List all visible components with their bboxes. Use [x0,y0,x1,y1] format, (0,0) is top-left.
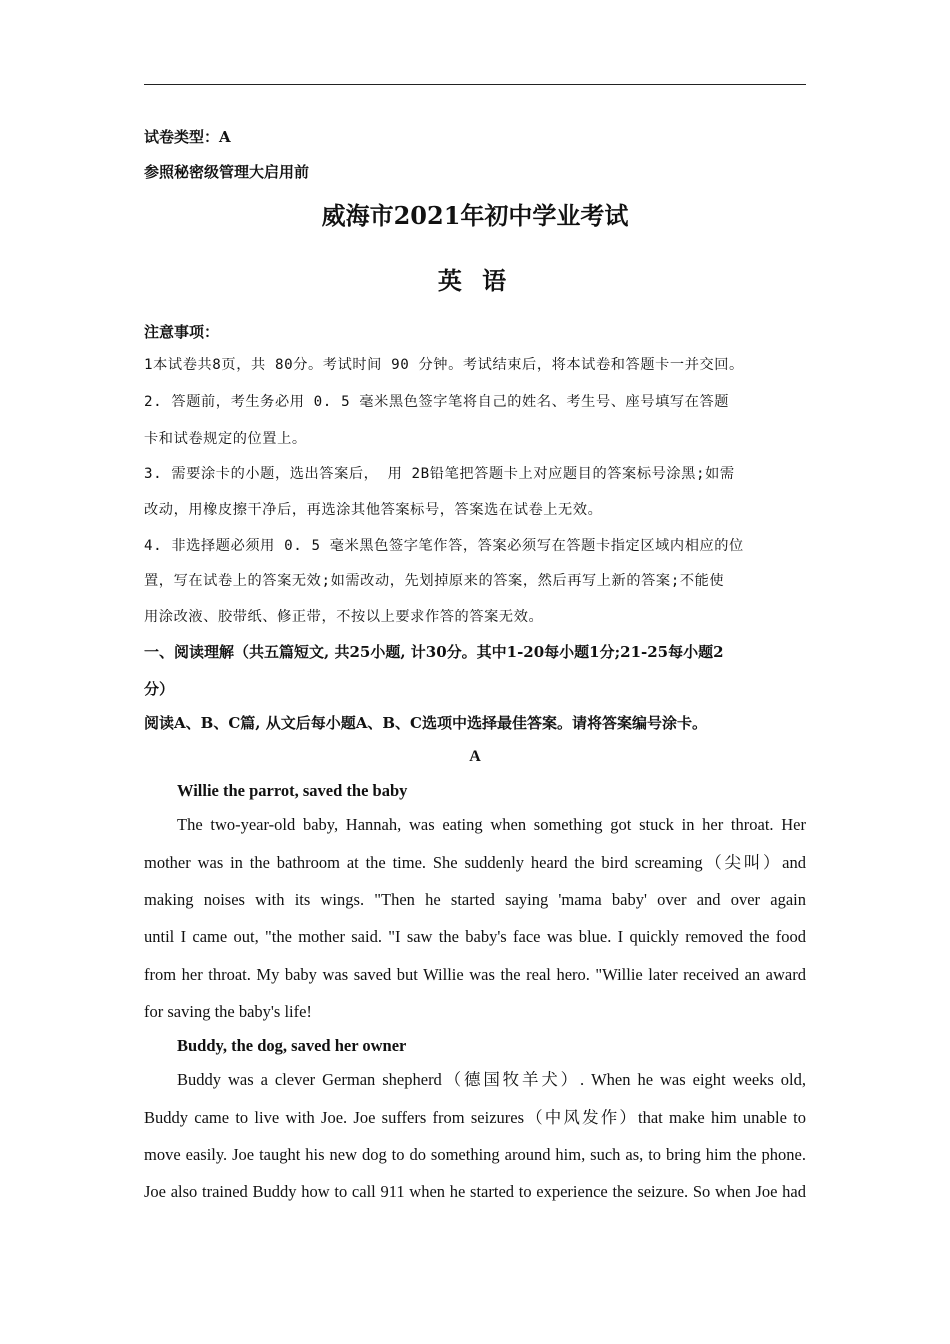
note-line: 用涂改液、胶带纸、修正带，不按以上要求作答的答案无效。 [144,609,544,625]
section-heading: 一、阅读理解（共五篇短文, 共25小题, 计30分。其中1-20每小题1分;21-25每小题2 [144,643,724,661]
story-line: The two-year-old baby, Hannah, was eating when something got stuck in her throat. Her [177,815,806,834]
story-line: mother was in the bathroom at the time. She suddenly heard the bird screaming（尖叫）and [144,853,806,872]
passage-label: A [469,748,481,765]
top-rule [144,84,806,85]
story-line: making noises with its wings. "Then he started saying 'mama baby' over and over again [144,890,806,909]
note-line: 卡和试卷规定的位置上。 [144,431,307,447]
note-line: 置，写在试卷上的答案无效;如需改动，先划掉原来的答案，然后再写上新的答案;不能使 [144,573,725,589]
secrecy-note: 参照秘密级管理大启用前 [144,163,310,181]
story-heading: Willie the parrot, saved the baby [177,781,408,800]
note-line: 4. 非选择题必须用 0. 5 毫米黑色签字笔作答，答案必须写在答题卡指定区域内相应的位 [144,538,744,554]
story-line: Buddy came to live with Joe. Joe suffers from seizures（中风发作）that make him unable to [144,1108,806,1127]
note-line: 1本试卷共8页，共 80分。考试时间 90 分钟。考试结束后，将本试卷和答题卡一并交回。 [144,357,744,373]
story-line: move easily. Joe taught his new dog to do something around him, such as, to bring him the phone. [144,1145,806,1164]
subject-title: 英 语 [437,266,513,295]
section-instruction: 阅读A、B、C篇, 从文后每小题A、B、C选项中选择最佳答案。请将答案编号涂卡。 [144,714,707,732]
section-heading-cont: 分） [144,680,175,698]
story-line: Joe also trained Buddy how to call 911 when he started to experience the seizure. So when Joe had [144,1182,806,1201]
paper-type: 试卷类型：A [144,128,231,146]
story-line: until I came out, "the mother said. "I saw the baby's face was blue. I quickly removed the food [144,927,806,946]
exam-title: 威海市2021年初中学业考试 [321,201,629,230]
notes-heading: 注意事项： [144,323,220,341]
note-line: 2. 答题前，考生务必用 0. 5 毫米黑色签字笔将自己的姓名、考生号、座号填写在答题 [144,394,730,410]
story-line: from her throat. My baby was saved but Willie was the real hero. "Willie later received an award [144,965,806,984]
story-heading: Buddy, the dog, saved her owner [177,1036,407,1055]
note-line: 3. 需要涂卡的小题，选出答案后， 用 2B铅笔把答题卡上对应题目的答案标号涂黑;如需 [144,466,735,482]
story-line: Buddy was a clever German shepherd（德国牧羊犬）. When he was eight weeks old, [177,1070,806,1089]
story-line: for saving the baby's life! [144,1002,312,1021]
note-line: 改动，用橡皮擦干净后，再选涂其他答案标号，答案选在试卷上无效。 [144,502,603,518]
